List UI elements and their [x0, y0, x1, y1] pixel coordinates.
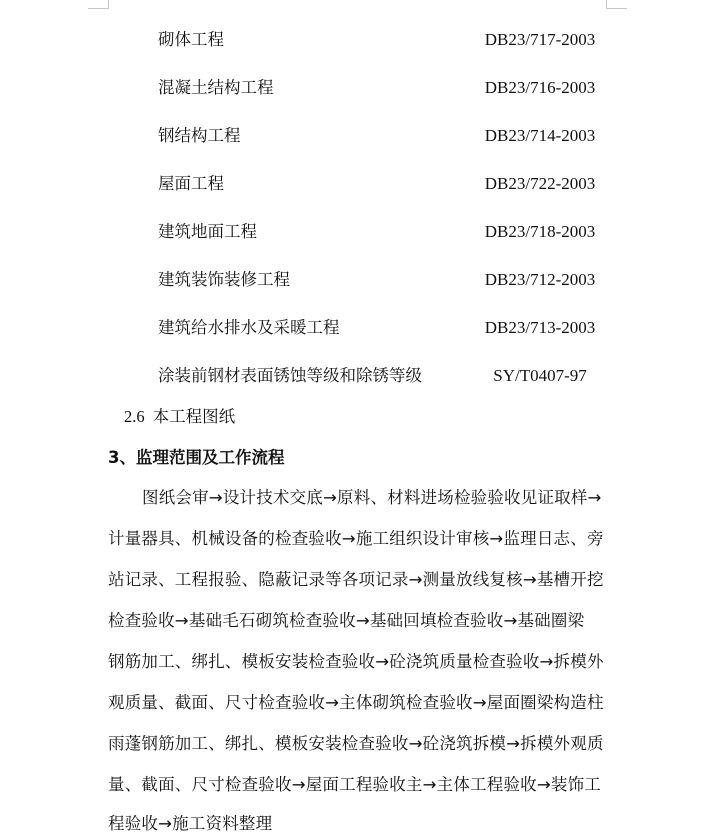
standard-code: DB23/712-2003 [484, 270, 596, 289]
standard-name: 建筑装饰装修工程 [158, 270, 290, 289]
standard-code: DB23/714-2003 [484, 126, 596, 145]
standard-name: 涂装前钢材表面锈蚀等级和除锈等级 [158, 366, 422, 385]
standard-row [0, 28, 712, 52]
standard-name: 混凝土结构工程 [158, 78, 274, 97]
paragraph-line: 量、截面、尺寸检查验收→屋面工程验收主→主体工程验收→装饰工 [108, 775, 601, 794]
paragraph-line: 雨蓬钢筋加工、绑扎、模板安装检查验收→砼浇筑拆模→拆模外观质 [108, 734, 604, 753]
standard-row [0, 268, 712, 292]
standard-row [0, 76, 712, 100]
standard-code: DB23/713-2003 [484, 318, 596, 337]
subsection-heading [124, 405, 235, 429]
standard-code: DB23/722-2003 [484, 174, 596, 193]
page-corner-mark-left [88, 0, 109, 9]
standard-row [0, 220, 712, 244]
subsection-number: 2.6 [124, 407, 145, 426]
standard-code: DB23/718-2003 [484, 222, 596, 241]
subsection-title: 本工程图纸 [152, 407, 236, 426]
standard-code: DB23/716-2003 [484, 78, 596, 97]
paragraph-line: 观质量、截面、尺寸检查验收→主体砌筑检查验收→屋面圈梁构造柱 [108, 693, 604, 712]
standard-name: 砌体工程 [158, 30, 224, 49]
standard-name: 屋面工程 [158, 174, 224, 193]
standard-row [0, 364, 712, 388]
section-heading: 3、监理范围及工作流程 [108, 448, 285, 467]
standard-name: 建筑地面工程 [158, 222, 257, 241]
paragraph-line: 程验收→施工资料整理 [108, 814, 273, 833]
paragraph-line: 计量器具、机械设备的检查验收→施工组织设计审核→监理日志、旁 [108, 529, 604, 548]
standard-name: 钢结构工程 [158, 126, 241, 145]
paragraph-line: 检查验收→基础毛石砌筑检查验收→基础回填检查验收→基础圈梁 [108, 611, 585, 630]
standard-row [0, 172, 712, 196]
standard-code: SY/T0407-97 [493, 366, 587, 385]
paragraph-line: 图纸会审→设计技术交底→原料、材料进场检验验收见证取样→ [142, 488, 602, 507]
paragraph-line: 钢筋加工、绑扎、模板安装检查验收→砼浇筑质量检查验收→拆模外 [108, 652, 604, 671]
paragraph-line: 站记录、工程报验、隐蔽记录等各项记录→测量放线复核→基槽开挖 [108, 570, 604, 589]
standard-row [0, 124, 712, 148]
standard-row [0, 316, 712, 340]
page-corner-mark-right [606, 0, 627, 9]
standard-name: 建筑给水排水及采暖工程 [158, 318, 340, 337]
standard-code: DB23/717-2003 [484, 30, 596, 49]
